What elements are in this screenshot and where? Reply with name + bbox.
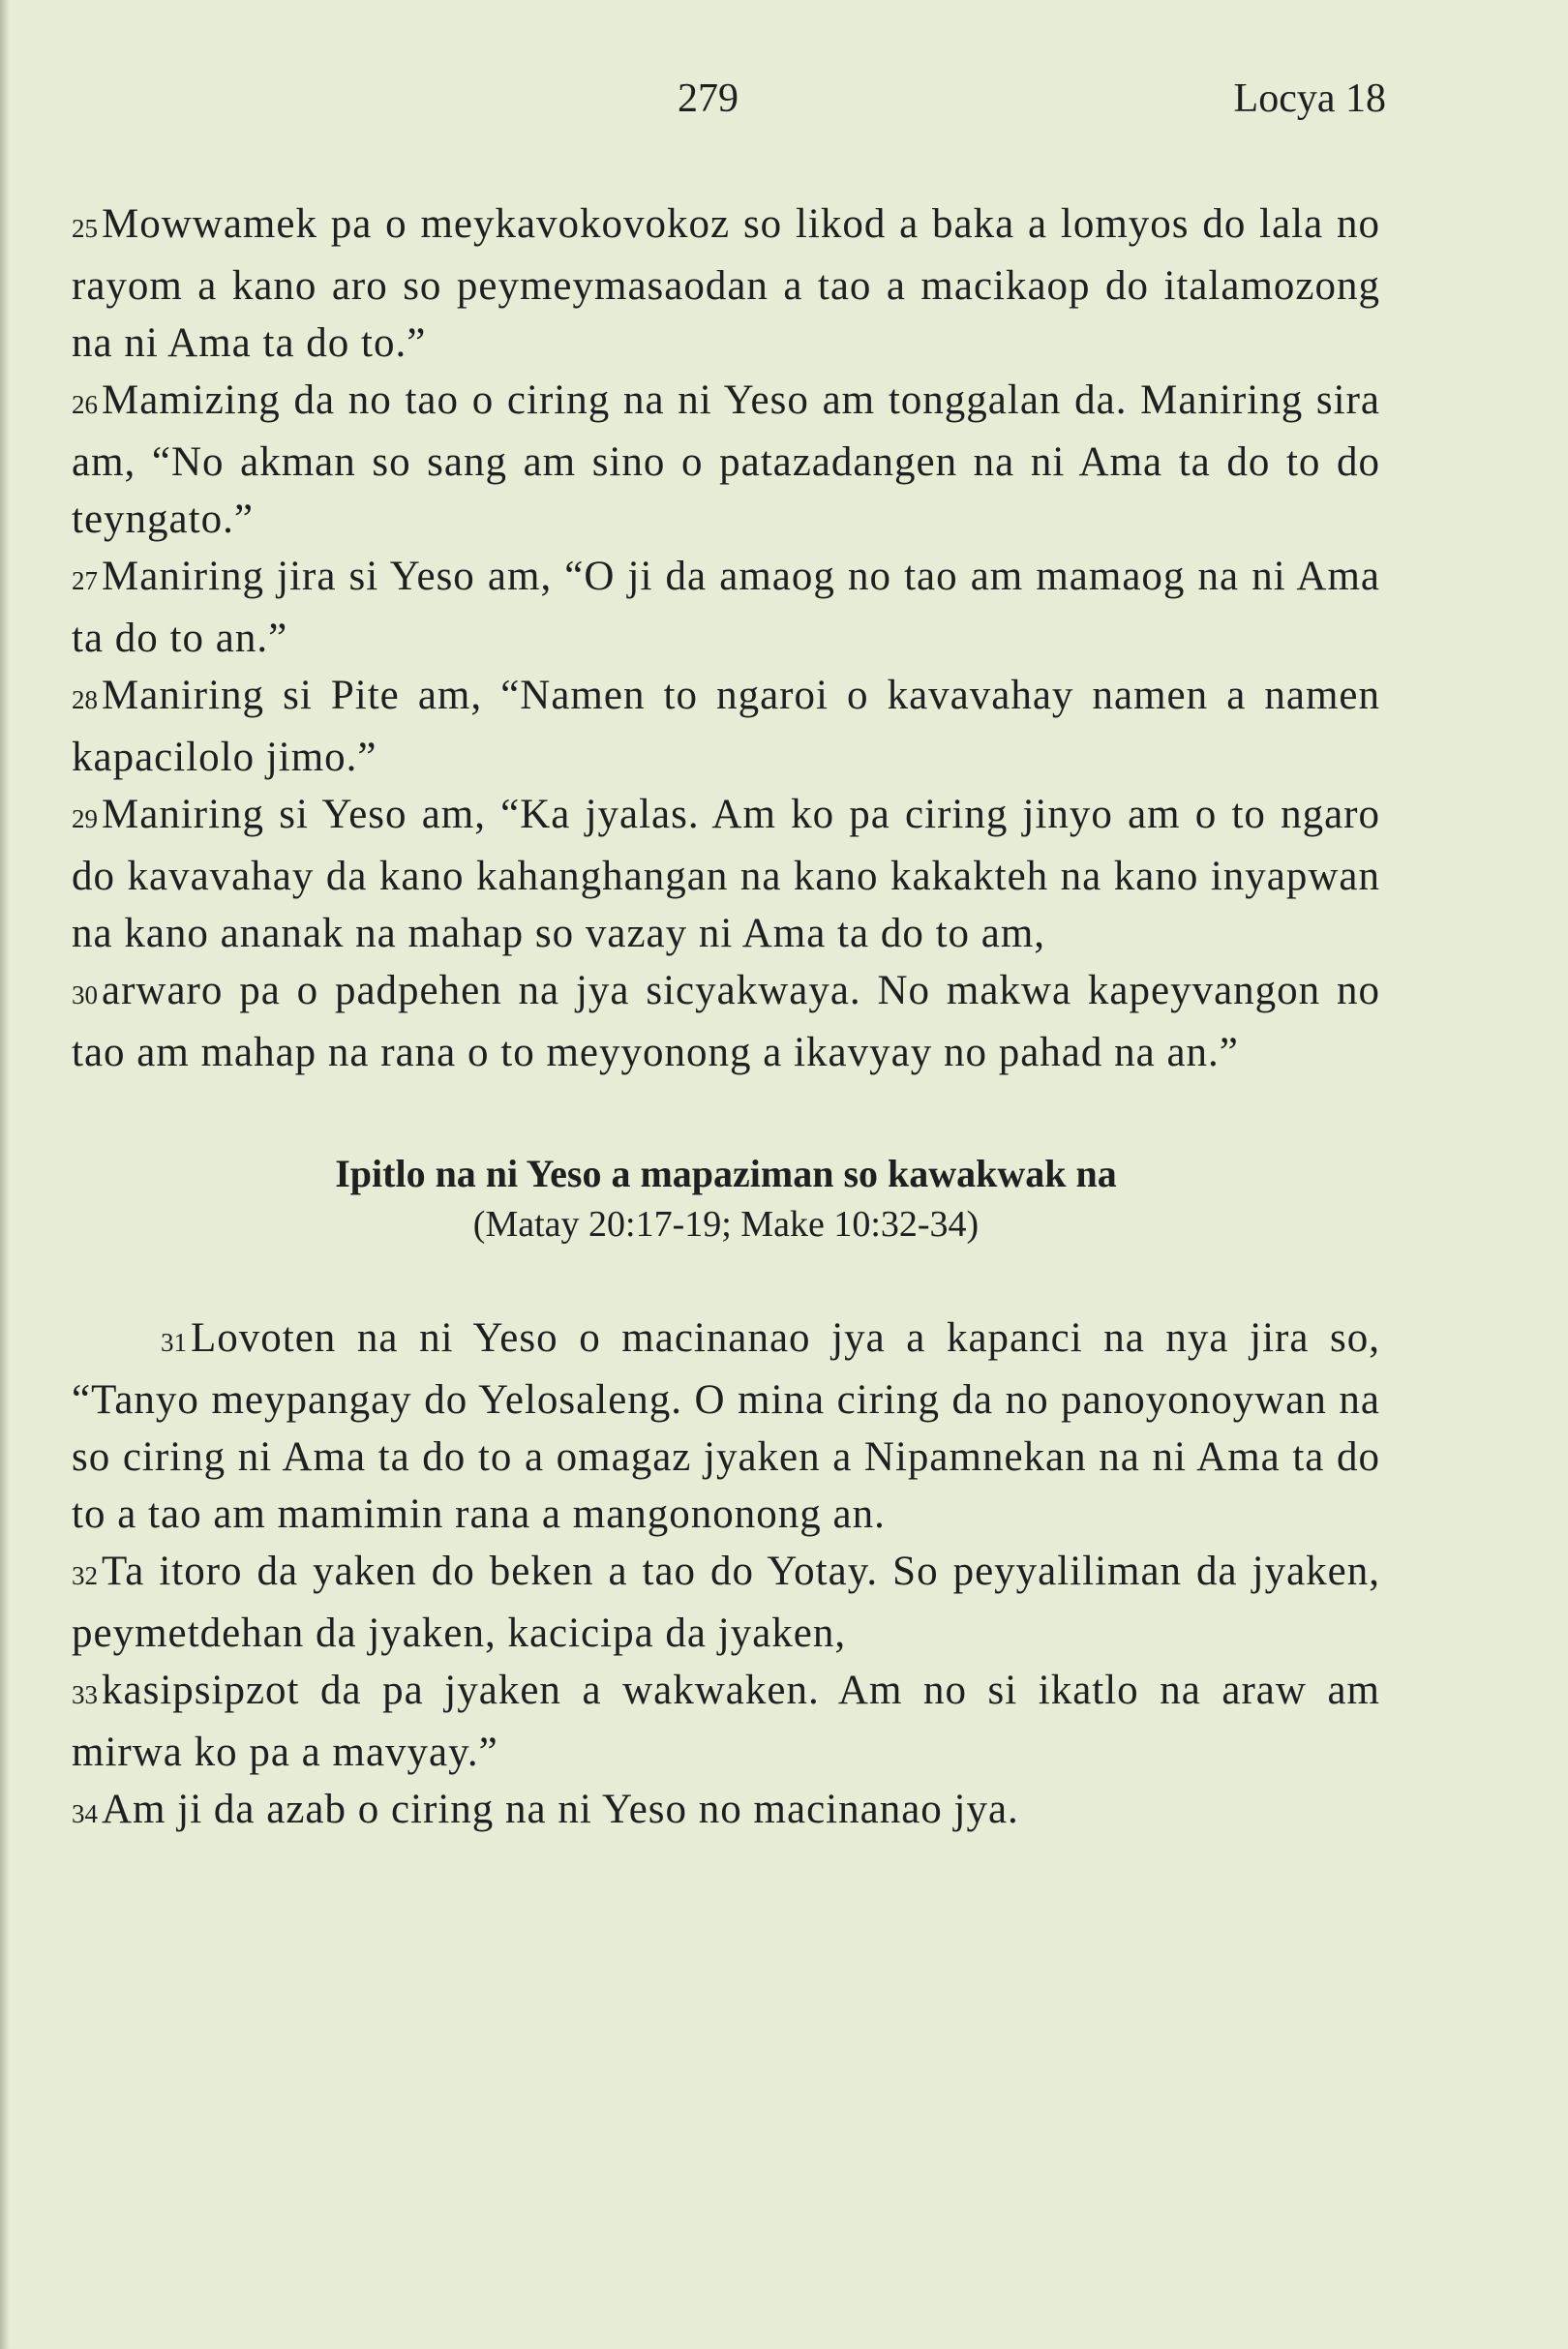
verse-30	[72, 962, 1380, 1081]
verse-33	[72, 1662, 1380, 1781]
verse-number: 28	[72, 685, 98, 714]
verse-text: Maniring jira si Yeso am, “O ji da amaog no tao am mamaog na ni Ama ta do to an.”	[72, 554, 1380, 661]
verse-number: 31	[161, 1328, 187, 1357]
verse-29	[72, 786, 1380, 962]
verse-text: Ta itoro da yaken do beken a tao do Yotay. So peyyaliliman da jyaken, peymetdehan da jyaken, kacicipa da jyaken,	[72, 1549, 1380, 1656]
verse-number: 29	[72, 804, 98, 833]
verse-number: 25	[72, 214, 98, 243]
page-header	[0, 75, 1568, 134]
verse-text: Maniring si Pite am, “Namen to ngaroi o kavavahay namen a namen kapacilolo jimo.”	[72, 673, 1380, 780]
section-heading	[72, 1149, 1380, 1250]
verse-text: Maniring si Yeso am, “Ka jyalas. Am ko pa ciring jinyo am o to ngaro do kavavahay da kano kahanghangan na kano kakakteh na kano inyapwan na kano ananak na mahap so vazay ni Ama ta do to am,	[72, 792, 1380, 956]
page-number: 279	[678, 76, 739, 121]
verse-25	[72, 196, 1380, 372]
section-reference: (Matay 20:17-19; Make 10:32-34)	[472, 1204, 980, 1245]
verse-31	[72, 1310, 1380, 1543]
verse-text: Mamizing da no tao o ciring na ni Yeso am tonggalan da. Maniring sira am, “No akman so sang am sino o patazadangen na ni Ama ta do to do teyngato.”	[72, 377, 1380, 542]
verse-text: arwaro pa o padpehen na jya sicyakwaya. No makwa kapeyvangon no tao am mahap na rana o to meyyonong a ikavyay no pahad na an.”	[72, 968, 1380, 1075]
verse-26	[72, 372, 1380, 548]
verse-number: 34	[72, 1799, 98, 1828]
page-spine-shadow	[0, 0, 10, 2349]
page-body	[72, 196, 1380, 1843]
verse-number: 32	[72, 1561, 98, 1590]
verse-number: 30	[72, 980, 98, 1009]
section-title: Ipitlo na ni Yeso a mapaziman so kawakwak na	[335, 1152, 1117, 1195]
verse-text: Am ji da azab o ciring na ni Yeso no macinanao jya.	[102, 1787, 1019, 1832]
verse-number: 26	[72, 390, 98, 419]
verse-34	[72, 1781, 1380, 1843]
verse-text: kasipsipzot da pa jyaken a wakwaken. Am no si ikatlo na araw am mirwa ko pa a mavyay.”	[72, 1668, 1380, 1775]
verse-28	[72, 667, 1380, 786]
verse-number: 33	[72, 1680, 98, 1709]
verse-27	[72, 548, 1380, 667]
verse-text: Mowwamek pa o meykavokovokoz so likod a baka a lomyos do lala no rayom a kano aro so peymeymasaodan a tao a macikaop do italamozong na ni Ama ta do to.”	[72, 201, 1380, 366]
verse-number: 27	[72, 566, 98, 595]
verse-text: Lovoten na ni Yeso o macinanao jya a kapanci na nya jira so, “Tanyo meypangay do Yelosaleng. O mina ciring da no panoyonoywan na so ciring ni Ama ta do to a omagaz jyaken a Nipamnekan na ni Ama ta do to a tao am mamimin rana a mangononong an.	[72, 1315, 1380, 1537]
running-head: Locya 18	[1233, 76, 1386, 121]
verse-32	[72, 1543, 1380, 1662]
